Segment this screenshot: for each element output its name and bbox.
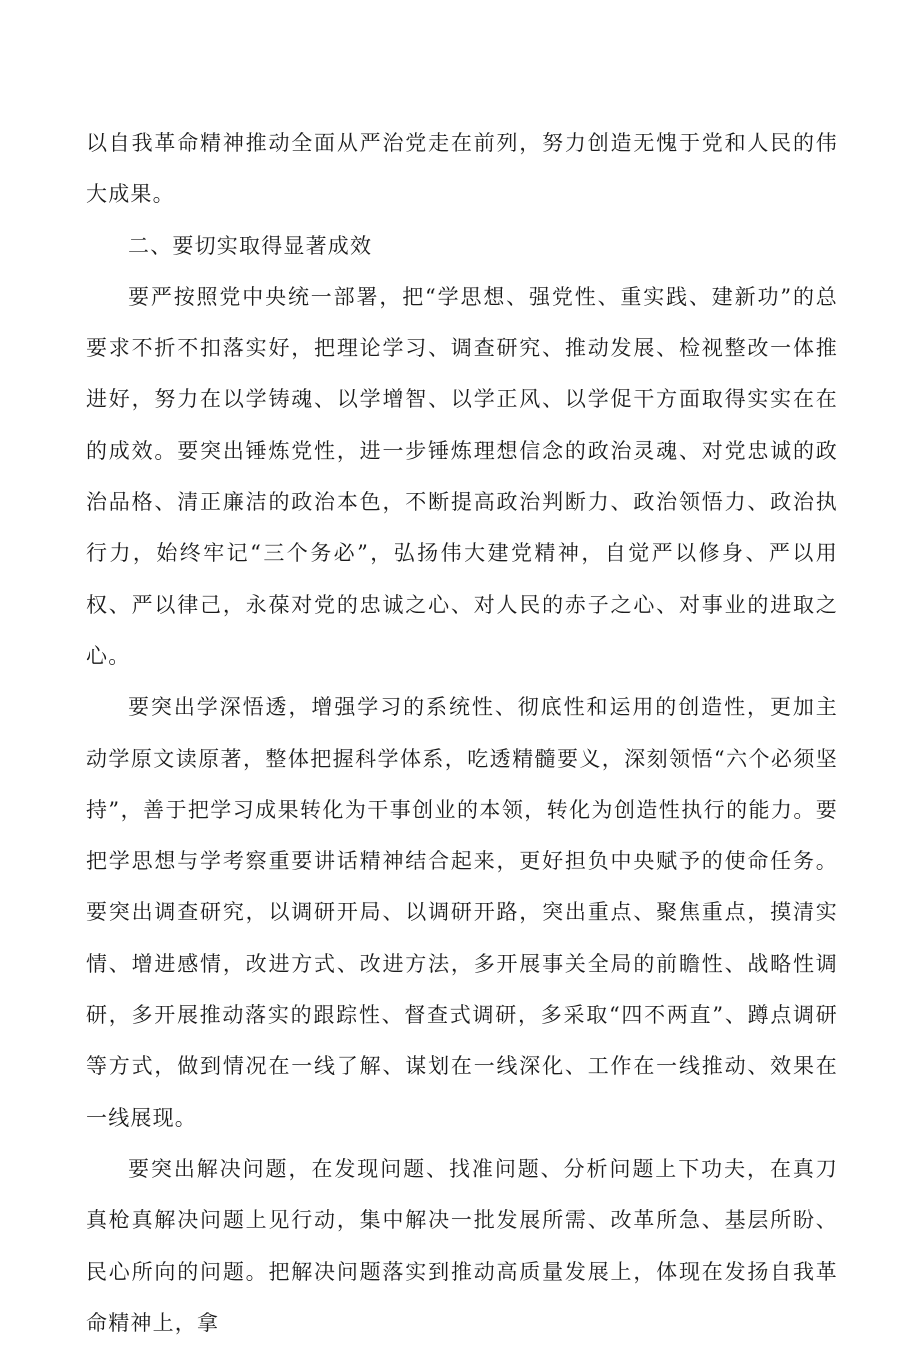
document-body xyxy=(86,118,838,1349)
paragraph-requirements: 要严按照党中央统一部署，把“学思想、强党性、重实践、建新功”的总要求不折不扣落实好，把理论学习、调查研究、推动发展、检视整改一体推进好，努力在以学铸魂、以学增智、以学正风、以学促干方面取得实实在在的成效。要突出锤炼党性，进一步锤炼理想信念的政治灵魂、对党忠诚的政治品格、清正廉洁的政治本色，不断提高政治判断力、政治领悟力、政治执行力，始终牢记“三个务必”，弘扬伟大建党精神，自觉严以修身、严以用权、严以律己，永葆对党的忠诚之心、对人民的赤子之心、对事业的进取之心。 xyxy=(86,284,838,668)
paragraph-continuation: 以自我革命精神推动全面从严治党走在前列，努力创造无愧于党和人民的伟大成果。 xyxy=(86,131,838,207)
paragraph-problem-solving: 要突出解决问题，在发现问题、找准问题、分析问题上下功夫，在真刀真枪真解决问题上见行动，集中解决一批发展所需、改革所急、基层所盼、民心所向的问题。把解决问题落实到推动高质量发展上，体现在发扬自我革命精神上，拿 xyxy=(86,1156,838,1335)
paragraph-study: 要突出学深悟透，增强学习的系统性、彻底性和运用的创造性，更加主动学原文读原著，整体把握科学体系，吃透精髓要义，深刻领悟“六个必须坚持”，善于把学习成果转化为干事创业的本领，转化为创造性执行的能力。要把学思想与学考察重要讲话精神结合起来，更好担负中央赋予的使命任务。要突出调查研究，以调研开局、以调研开路，突出重点、聚焦重点，摸清实情、增进感情，改进方式、改进方法，多开展事关全局的前瞻性、战略性调研，多开展推动落实的跟踪性、督查式调研，多采取“四不两直”、蹲点调研等方式，做到情况在一线了解、谋划在一线深化、工作在一线推动、效果在一线展现。 xyxy=(86,695,838,1130)
section-heading: 二、要切实取得显著成效 xyxy=(128,233,373,258)
